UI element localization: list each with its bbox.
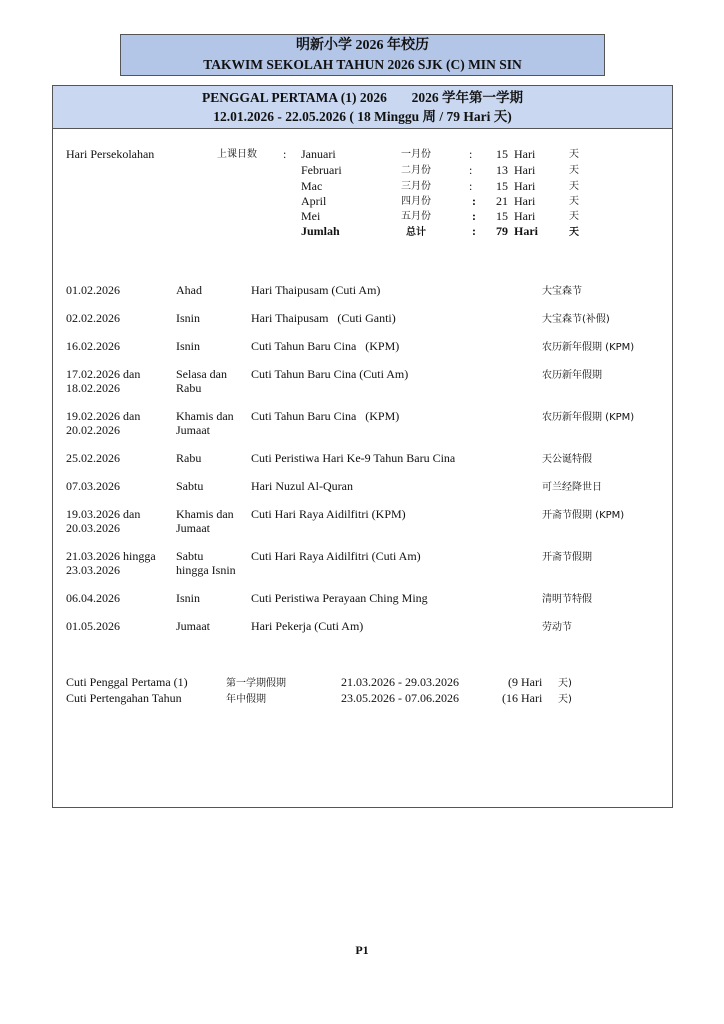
term-heading-cn: 2026 学年第一学期 [411, 90, 524, 105]
title-chinese: 明新小学 2026 年校历 [296, 38, 429, 53]
calendar-title-box [120, 34, 605, 76]
term-frame: PENGGAL PERTAMA (1) 2026 2026 学年第一学期 12.01.2026 - 22.05.2026 ( 18 Minggu 周 / 79 Hari 天) Hari Persekolahan 上课日数 : Januari 一月份 : 15 Hari 天 Februari 二月份 : 13 Hari 天 Mac 三月份 : 15 Hari 天 April 四月份 : 21 Hari 天 Mei 五月份 : 15 Hari 天 Jumlah 总计 : 79 Hari 天 01.02.2026 Ahad Hari Thaipusam (Cuti Am) 大宝森节 02.02.2026 Isnin Hari Thaipusam (Cuti Ganti) 大宝森节(补假) 16.02.2026 Isnin Cuti Tahun Baru Cina (KPM) 农历新年假期 (KPM) 17.02.2026 dan 18.02.2026 Selasa dan Rabu Cuti Tahun Baru Cina (Cuti Am) 农历新年假期 19.02.2026 dan 20.02.2026 Khamis dan Jumaat Cuti Tahun Baru Cina (KPM) 农历新年假期 (KPM) 25.02.2026 Rabu Cuti Peristiwa Hari Ke-9 Tahun Baru Cina 天公诞特假 07.03.2026 Sabtu Hari Nuzul Al-Quran 可兰经降世日 19.03.2026 dan 20.03.2026 Khamis dan Jumaat Cuti Hari Raya Aidilfitri (KPM) 开斋节假期 (KPM) 21.03.2026 hingga 23.03.2026 Sabtu hingga Isnin Cuti Hari Raya Aidilfitri (Cuti Am) 开斋节假期 06.04.2026 Isnin Cuti Peristiwa Perayaan Ching Ming 清明节特假 01.05.2026 Jumaat Hari Pekerja (Cuti Am) 劳动节 Cuti Penggal Pertama (1) 第一学期假期 21.03.2026 - 29.03.2026 (9 Hari 天) Cuti Pertengahan Tahun 年中假期 23.05.2026 - 07.06.2026 (16 Hari 天) [52, 85, 673, 808]
term-heading: PENGGAL PERTAMA (1) 2026 [201, 90, 387, 105]
school-days-label: Hari Persekolahan [66, 147, 155, 161]
term-header [53, 86, 672, 129]
school-days-colon: : [283, 147, 287, 161]
page-number: P1 [355, 943, 369, 957]
term-range: 12.01.2026 - 22.05.2026 ( 18 Minggu 周 / 79 Hari 天) [213, 109, 512, 124]
school-days-label-cn: 上课日数 [217, 149, 257, 160]
title-malay: TAKWIM SEKOLAH TAHUN 2026 SJK (C) MIN SIN [203, 57, 522, 72]
